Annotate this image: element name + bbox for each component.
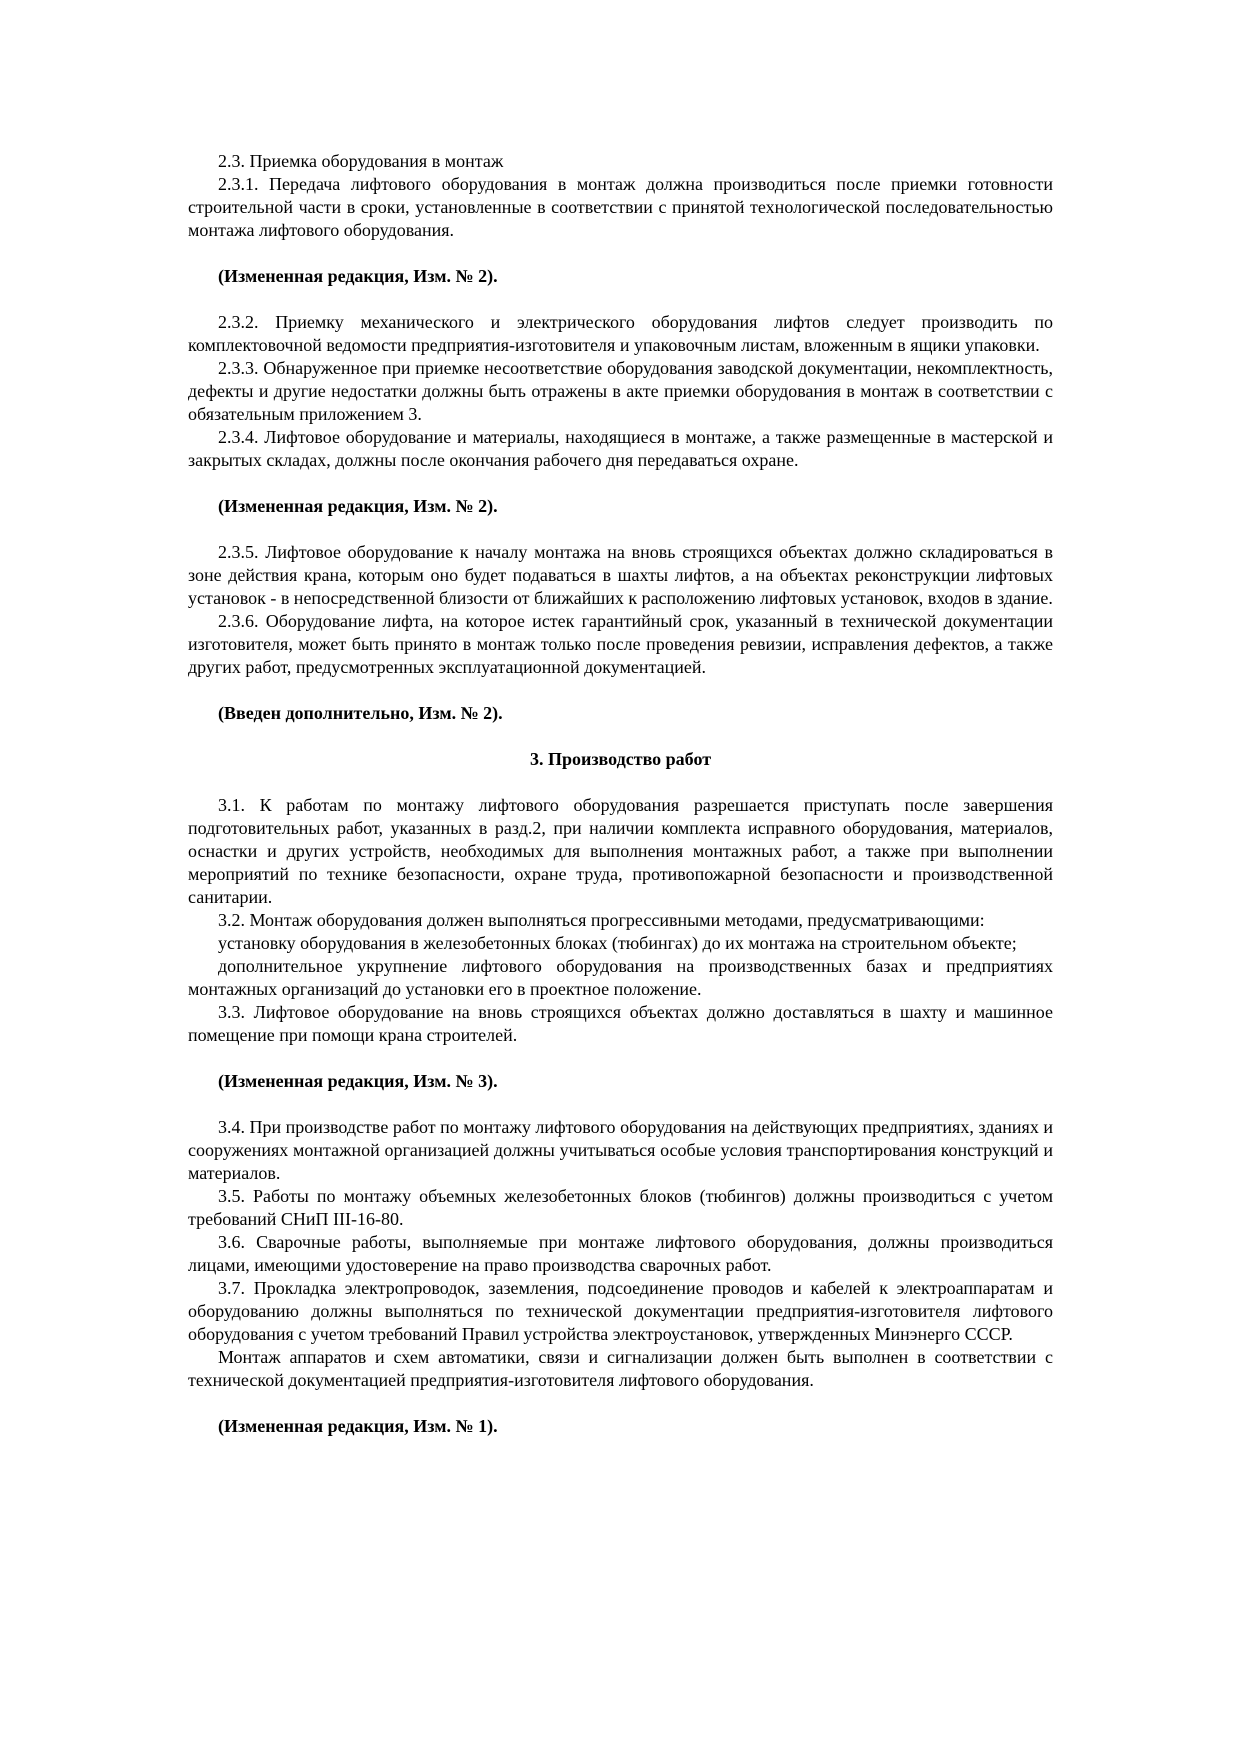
- section-2-3-title: 2.3. Приемка оборудования в монтаж: [218, 151, 504, 171]
- list-item-3-2-b: дополнительное укрупнение лифтового оборудования на производственных базах и предприятиях монтажных организаций до установки его в проектное положение.: [188, 956, 1053, 999]
- paragraph-2-3-6: 2.3.6. Оборудование лифта, на которое истек гарантийный срок, указанный в технической документации изготовителя, может быть принято в монтаж только после проведения ревизии, исправления дефектов, а также других работ, предусмотренных эксплуатационной документацией.: [188, 611, 1053, 677]
- revision-note: (Измененная редакция, Изм. № 3).: [218, 1071, 498, 1091]
- paragraph-3-6: 3.6. Сварочные работы, выполняемые при монтаже лифтового оборудования, должны производиться лицами, имеющими удостоверение на право производства сварочных работ.: [188, 1232, 1053, 1275]
- paragraph-2-3-4: 2.3.4. Лифтовое оборудование и материалы, находящиеся в монтаже, а также размещенные в мастерской и закрытых складах, должны после окончания рабочего дня передаваться охране.: [188, 427, 1053, 470]
- list-item-3-2-a: установку оборудования в железобетонных блоках (тюбингах) до их монтажа на строительном объекте;: [218, 933, 1017, 953]
- revision-note: (Введен дополнительно, Изм. № 2).: [218, 703, 503, 723]
- revision-note: (Измененная редакция, Изм. № 1).: [218, 1416, 498, 1436]
- paragraph-3-3: 3.3. Лифтовое оборудование на вновь строящихся объектах должно доставляться в шахту и машинное помещение при помощи крана строителей.: [188, 1002, 1053, 1045]
- section-3-heading: 3. Производство работ: [529, 749, 712, 769]
- paragraph-2-3-3: 2.3.3. Обнаруженное при приемке несоответствие оборудования заводской документации, некомплектность, дефекты и другие недостатки должны быть отражены в акте приемки оборудования в монтаж в соответствии с обязательным приложением 3.: [188, 358, 1053, 424]
- document-page: [188, 150, 1053, 1461]
- revision-note: (Измененная редакция, Изм. № 2).: [218, 496, 498, 516]
- revision-note: (Измененная редакция, Изм. № 2).: [218, 266, 498, 286]
- paragraph-2-3-5: 2.3.5. Лифтовое оборудование к началу монтажа на вновь строящихся объектах должно складироваться в зоне действия крана, которым оно будет подаваться в шахты лифтов, а на объектах реконструкции лифтовых установок - в непосредственной близости от ближайших к расположению лифтовых установок, входов в здание.: [188, 542, 1053, 608]
- paragraph-3-2: 3.2. Монтаж оборудования должен выполняться прогрессивными методами, предусматривающими:: [218, 910, 985, 930]
- paragraph-3-5: 3.5. Работы по монтажу объемных железобетонных блоков (тюбингов) должны производиться с учетом требований СНиП III-16-80.: [188, 1186, 1053, 1229]
- paragraph-3-4: 3.4. При производстве работ по монтажу лифтового оборудования на действующих предприятиях, зданиях и сооружениях монтажной организацией должны учитываться особые условия транспортирования конструкций и материалов.: [188, 1117, 1053, 1183]
- paragraph-3-1: 3.1. К работам по монтажу лифтового оборудования разрешается приступать после завершения подготовительных работ, указанных в разд.2, при наличии комплекта исправного оборудования, материалов, оснастки и других устройств, необходимых для выполнения монтажных работ, а также при выполнении мероприятий по технике безопасности, охране труда, противопожарной безопасности и производственной санитарии.: [188, 795, 1053, 907]
- paragraph-2-3-1: 2.3.1. Передача лифтового оборудования в монтаж должна производиться после приемки готовности строительной части в сроки, установленные в соответствии с принятой технологической последовательностью монтажа лифтового оборудования.: [188, 174, 1053, 240]
- paragraph-3-7-b: Монтаж аппаратов и схем автоматики, связи и сигнализации должен быть выполнен в соответствии с технической документацией предприятия-изготовителя лифтового оборудования.: [188, 1347, 1053, 1390]
- paragraph-2-3-2: 2.3.2. Приемку механического и электрического оборудования лифтов следует производить по комплектовочной ведомости предприятия-изготовителя и упаковочным листам, вложенным в ящики упаковки.: [188, 312, 1053, 355]
- paragraph-3-7: 3.7. Прокладка электропроводок, заземления, подсоединение проводов и кабелей к электроаппаратам и оборудованию должны выполняться по технической документации предприятия-изготовителя лифтового оборудования с учетом требований Правил устройства электроустановок, утвержденных Минэнерго СССР.: [188, 1278, 1053, 1344]
